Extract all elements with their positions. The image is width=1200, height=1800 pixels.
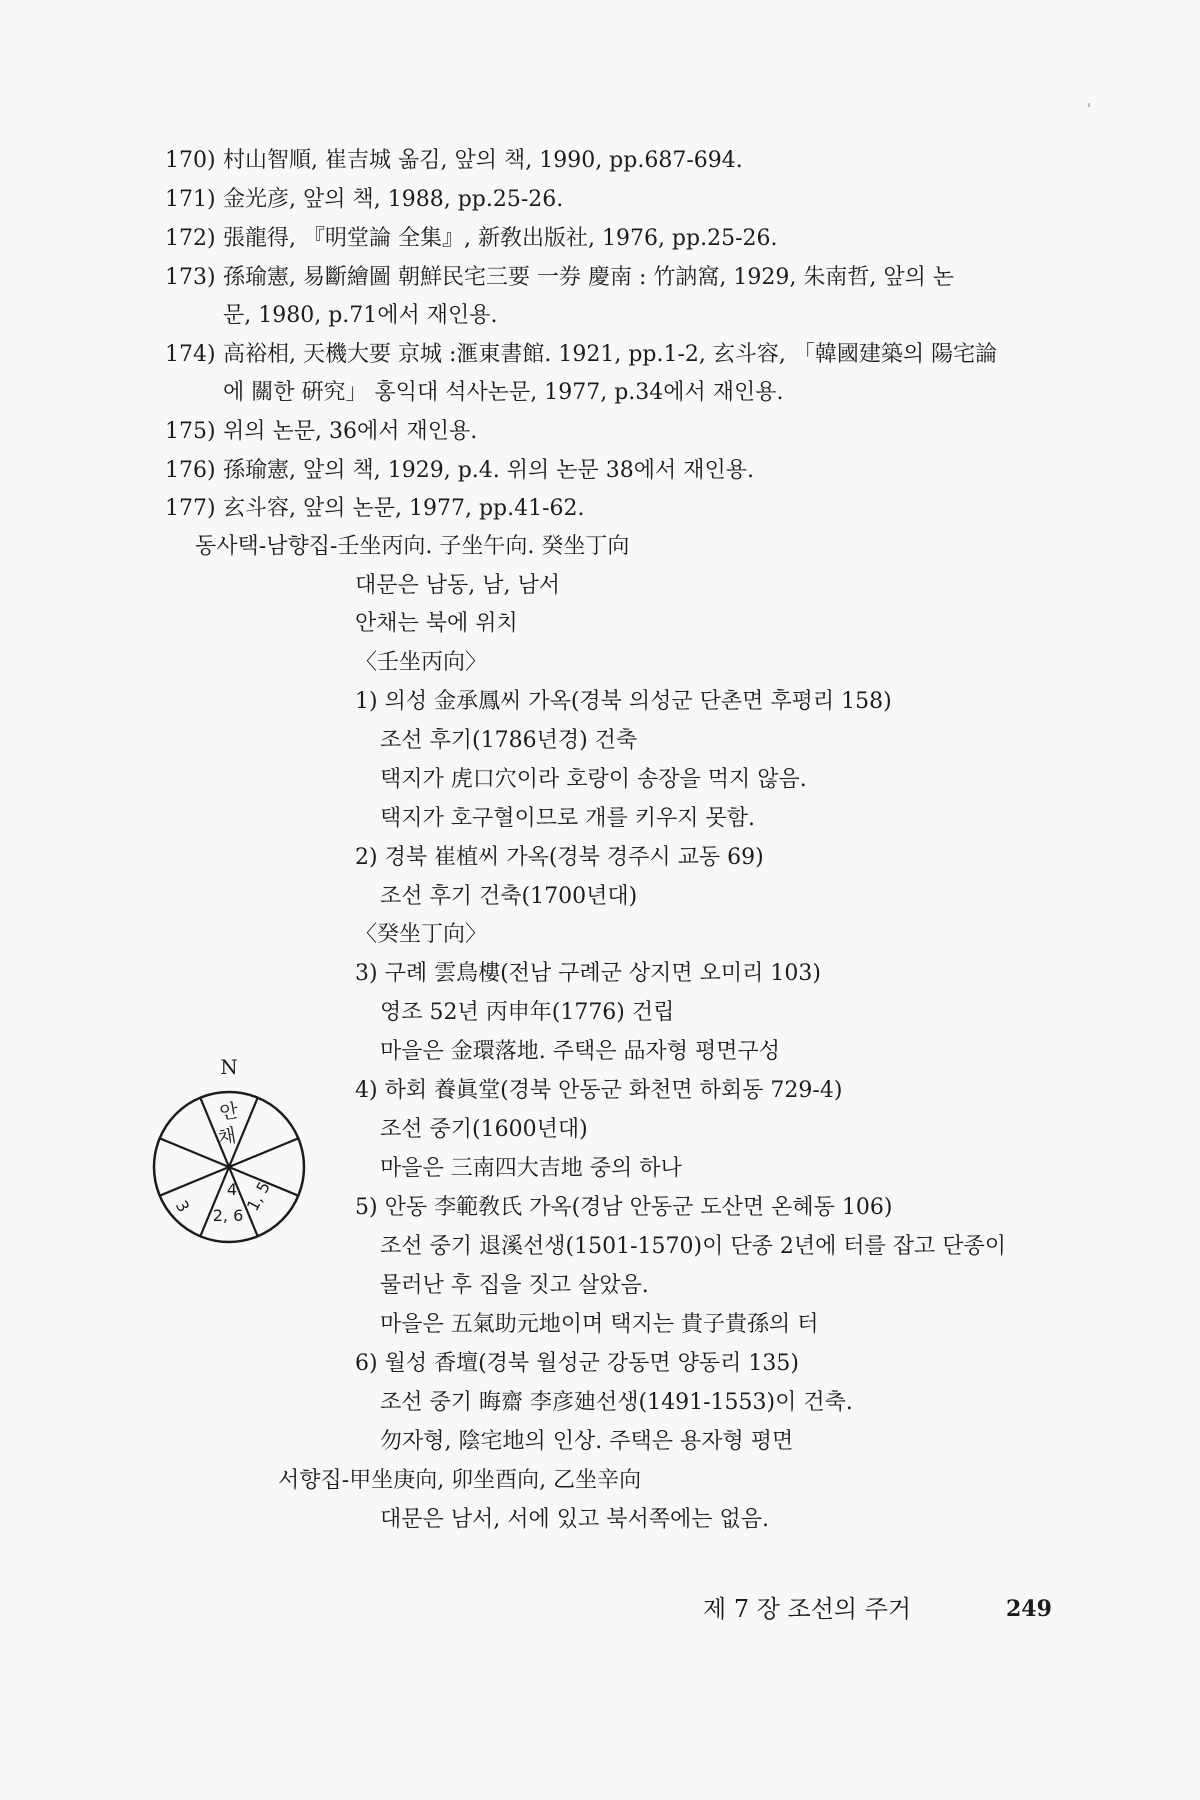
- footnote-173: [165, 263, 954, 293]
- subheading: 〈癸坐丁向〉: [355, 922, 488, 947]
- body-line: 조선 중기(1600년대): [380, 1117, 588, 1142]
- body-line: 조선 중기 退溪선생(1501-1570)이 단종 2년에 터를 잡고 단종이: [380, 1234, 1007, 1259]
- footnote-175: [165, 417, 477, 447]
- section-heading-east: 동사택-남향집-壬坐丙向. 子坐午向. 癸坐丁向: [195, 534, 630, 559]
- footnote-number: 171): [165, 187, 216, 212]
- list-item-1: 1) 의성 金承鳳씨 가옥(경북 의성군 단촌면 후평리 158): [355, 689, 892, 714]
- body-line: 영조 52년 丙申年(1776) 건립: [380, 1000, 675, 1025]
- footnote-number: 173): [165, 265, 216, 290]
- footnote-text: 孫瑜憲, 앞의 책, 1929, p.4. 위의 논문 38에서 재인용.: [223, 458, 754, 483]
- body-line: 마을은 金環落地. 주택은 品자형 평면구성: [380, 1039, 780, 1064]
- footnote-text: 위의 논문, 36에서 재인용.: [223, 419, 478, 444]
- chapter-footer: 제 7 장 조선의 주거: [703, 1595, 912, 1623]
- sector-label-1-5: 1, 5: [242, 1178, 274, 1215]
- footnote-number: 176): [165, 458, 216, 483]
- body-line: 택지가 호구혈이므로 개를 키우지 못함.: [380, 806, 755, 831]
- footnote-170: [165, 146, 743, 176]
- footnote-173-continuation: 문, 1980, p.71에서 재인용.: [223, 303, 498, 328]
- body-line: 조선 후기 건축(1700년대): [380, 884, 638, 909]
- section-heading-west: 서향집-甲坐庚向, 卯坐酉向, 乙坐辛向: [278, 1468, 642, 1493]
- footnote-text: 高裕相, 天機大要 京城 :滙東書館. 1921, pp.1-2, 玄斗容, 「韓國建築의 陽宅論: [223, 342, 998, 367]
- page-number: 249: [1006, 1596, 1052, 1622]
- footnote-number: 170): [165, 148, 216, 173]
- compass-diagram: [146, 1052, 321, 1252]
- footnote-text: 孫瑜憲, 易斷繪圖 朝鮮民宅三要 一券 慶南 : 竹訥窩, 1929, 朱南哲, 앞의 논: [223, 265, 955, 290]
- footnote-number: 172): [165, 226, 216, 251]
- list-item-3: 3) 구례 雲鳥樓(전남 구례군 상지면 오미리 103): [355, 961, 821, 986]
- footnote-176: [165, 456, 754, 486]
- list-item-5: 5) 안동 李範敎氏 가옥(경남 안동군 도산면 온혜동 106): [355, 1195, 893, 1220]
- body-line: 勿자형, 陰宅地의 인상. 주택은 용자형 평면: [380, 1429, 794, 1454]
- list-item-6: 6) 월성 香壇(경북 월성군 강동면 양동리 135): [355, 1351, 799, 1376]
- footnote-number: 177): [165, 496, 216, 521]
- footnote-174: [165, 340, 997, 370]
- body-line: 물러난 후 집을 짓고 살았음.: [380, 1273, 649, 1298]
- list-item-2: 2) 경북 崔植씨 가옥(경북 경주시 교동 69): [355, 845, 764, 870]
- footnote-text: 張龍得, 『明堂論 全集』, 新敎出版社, 1976, pp.25-26.: [223, 226, 778, 251]
- body-line: 대문은 남서, 서에 있고 북서쪽에는 없음.: [380, 1507, 769, 1532]
- footnote-text: 村山智順, 崔吉城 옮김, 앞의 책, 1990, pp.687-694.: [223, 148, 743, 173]
- body-line: 택지가 虎口穴이라 호랑이 송장을 먹지 않음.: [380, 767, 807, 792]
- body-line: 조선 후기(1786년경) 건축: [380, 728, 638, 753]
- sector-label-4: 4: [226, 1180, 238, 1199]
- body-line: 마을은 五氣助元地이며 택지는 貴子貴孫의 터: [380, 1312, 819, 1337]
- footnote-number: 175): [165, 419, 216, 444]
- body-line: 마을은 三南四大吉地 중의 하나: [380, 1156, 682, 1181]
- body-line: 안채는 북에 위치: [355, 611, 518, 636]
- footnote-171: [165, 185, 563, 215]
- scan-speck: [1088, 103, 1090, 107]
- anchae-label-1: 안: [218, 1099, 240, 1125]
- footnote-text: 玄斗容, 앞의 논문, 1977, pp.41-62.: [223, 496, 585, 521]
- sector-label-2-6: 2, 6: [212, 1206, 244, 1225]
- list-item-4: 4) 하회 養眞堂(경북 안동군 화천면 하회동 729-4): [355, 1078, 843, 1103]
- footnote-text: 金光彦, 앞의 책, 1988, pp.25-26.: [223, 187, 564, 212]
- footnote-number: 174): [165, 342, 216, 367]
- anchae-label-2: 채: [216, 1124, 238, 1150]
- north-label: N: [220, 1055, 238, 1079]
- subheading: 〈壬坐丙向〉: [355, 650, 488, 675]
- sector-label-3: 3: [171, 1197, 194, 1216]
- footnote-177: [165, 494, 585, 524]
- body-line: 조선 중기 晦齋 李彦廸선생(1491-1553)이 건축.: [380, 1390, 853, 1415]
- body-line: 대문은 남동, 남, 남서: [355, 573, 560, 598]
- footnote-172: [165, 224, 778, 254]
- footnote-174-continuation: 에 關한 硏究」 홍익대 석사논문, 1977, p.34에서 재인용.: [223, 380, 784, 405]
